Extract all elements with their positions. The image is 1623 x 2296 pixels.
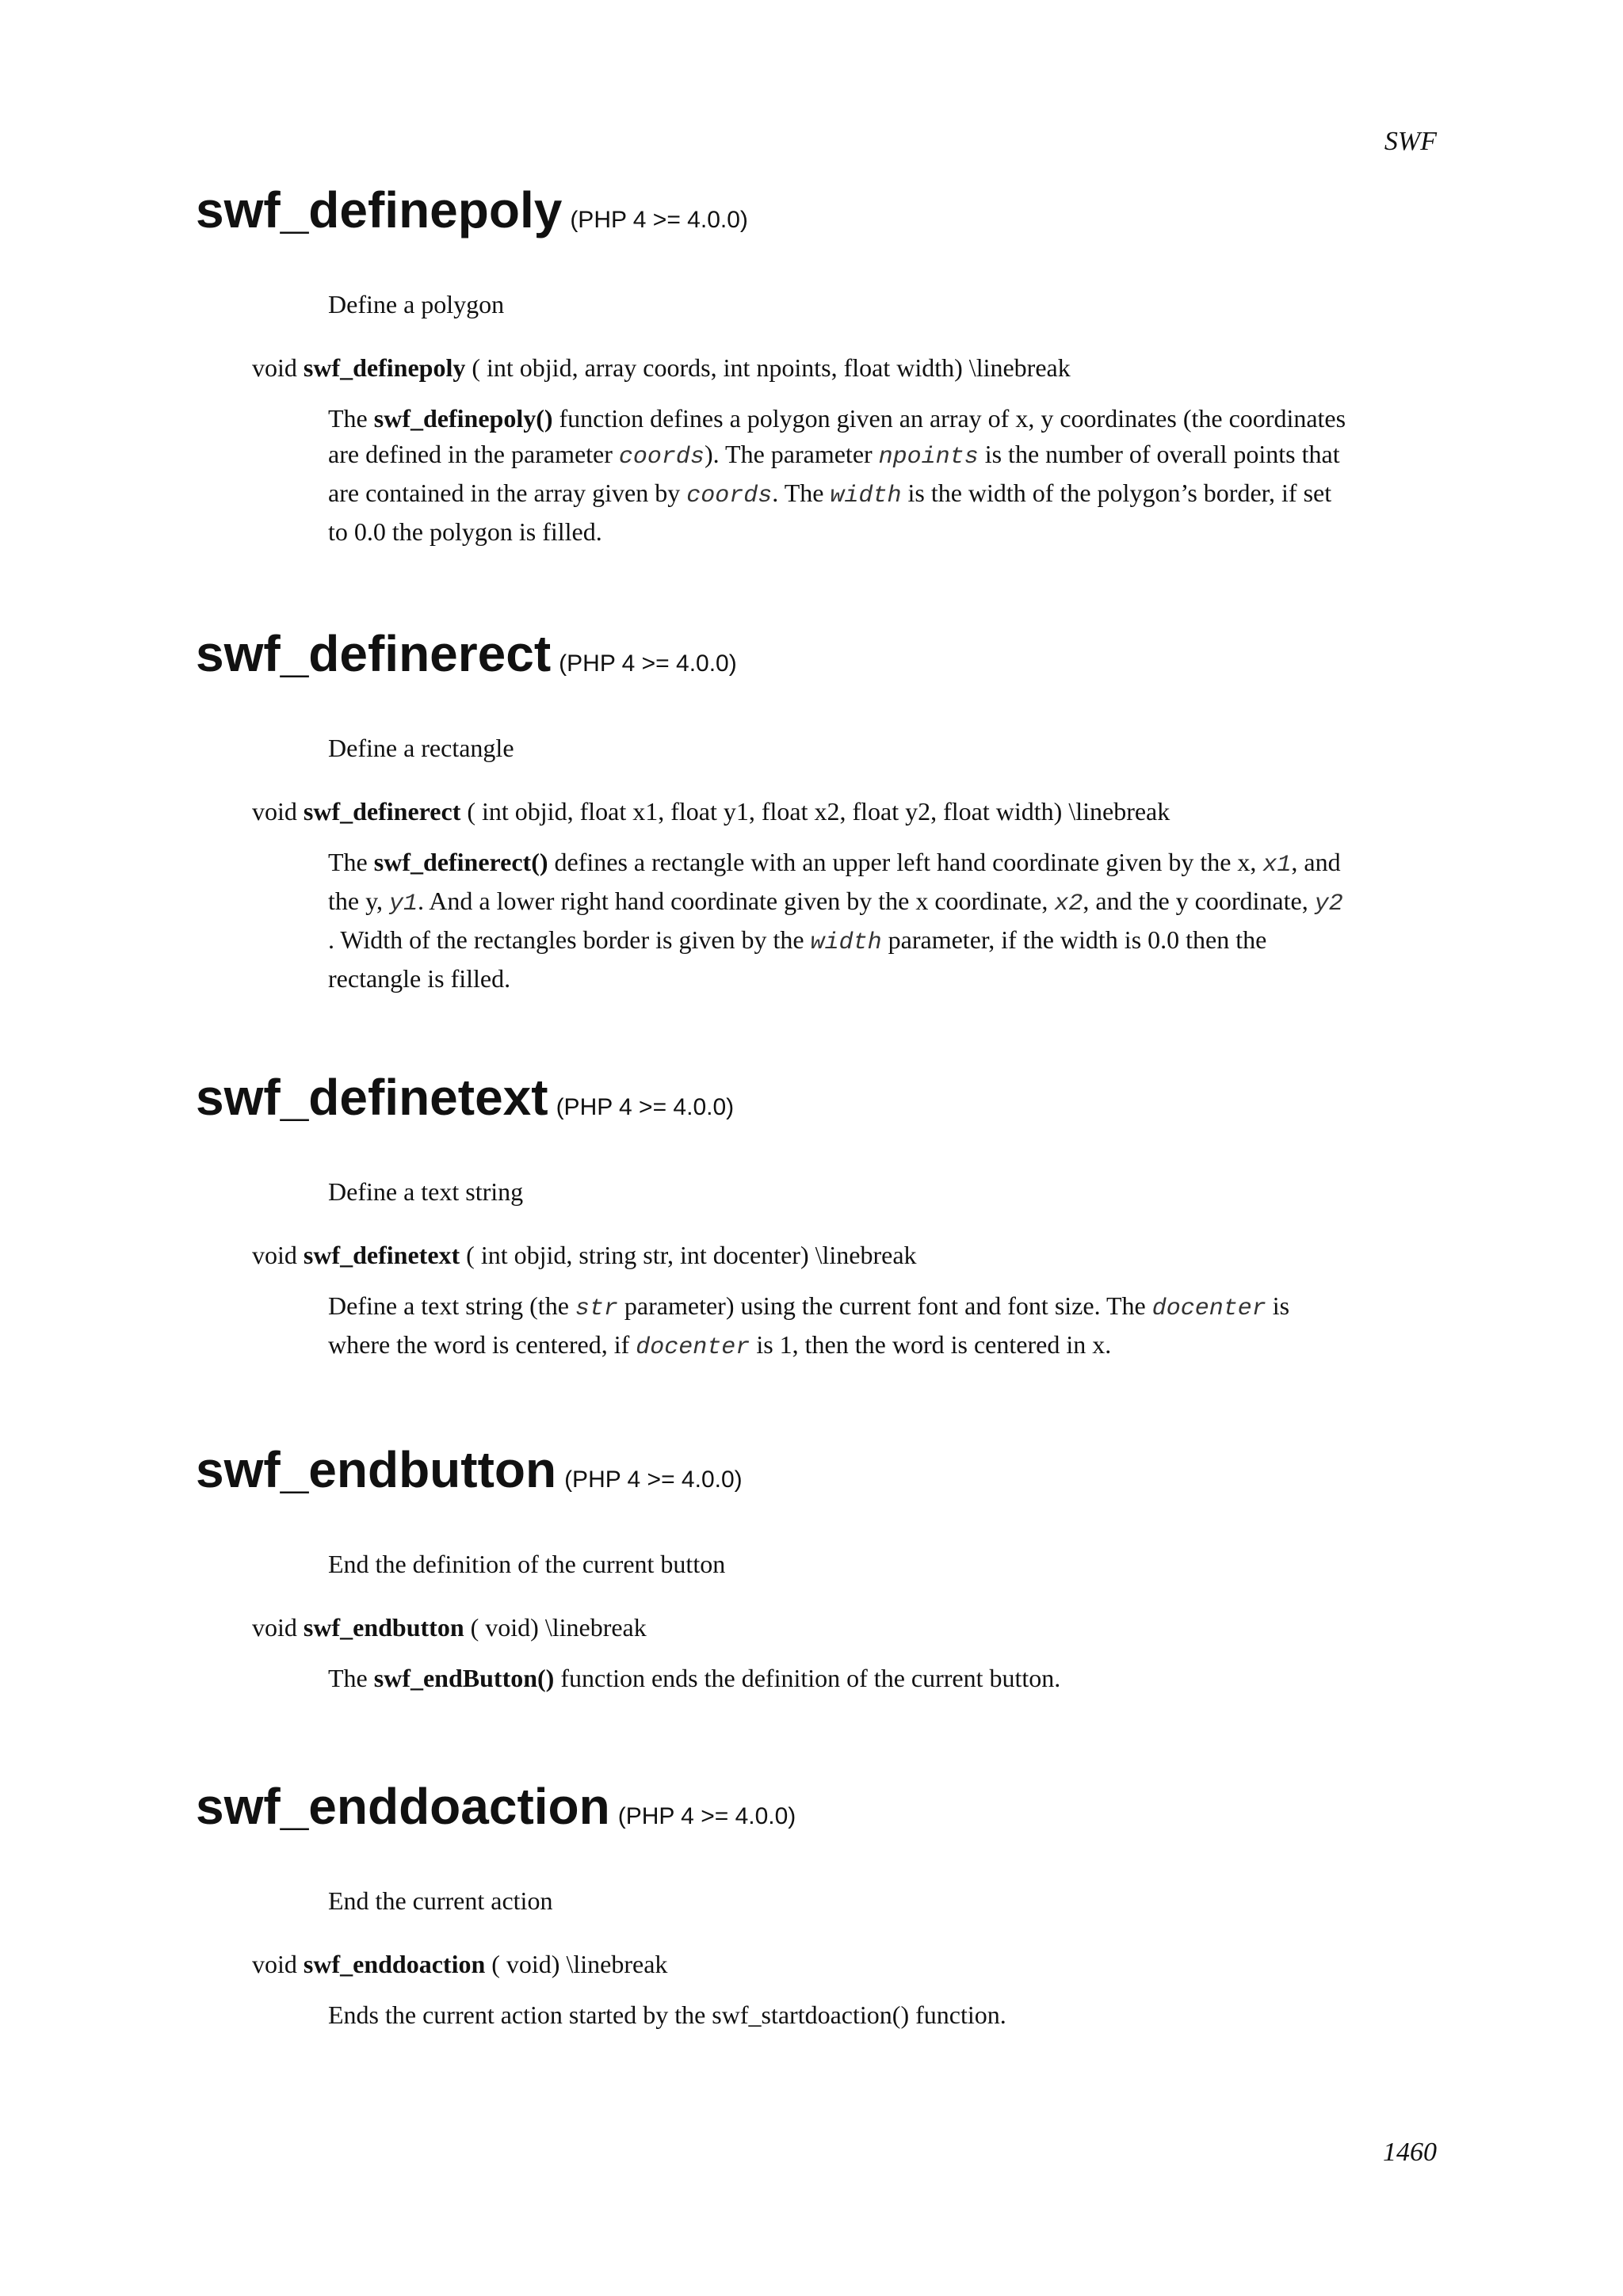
return-type: void [252,353,297,382]
return-type: void [252,1613,297,1642]
function-purpose: Define a polygon [328,290,505,318]
parameter-ref: docenter [1151,1295,1266,1322]
synopsis-name: swf_definerect [303,797,461,826]
return-type: void [252,797,297,826]
page-number: 1460 [1383,2138,1437,2167]
function-heading [196,1068,734,1127]
php-version: (PHP 4 >= 4.0.0) [564,1466,743,1493]
function-heading [196,624,737,683]
synopsis-name: swf_definepoly [303,353,466,382]
function-description [328,1288,1438,1366]
function-description [328,1997,1438,2033]
function-ref: swf_definerect() [373,848,548,876]
function-description [328,1661,1438,1696]
function-name: swf_endbutton [196,1441,557,1498]
desc-text: to 0.0 the polygon is filled. [328,517,602,546]
parameter-ref: width [830,482,902,509]
php-version: (PHP 4 >= 4.0.0) [617,1803,796,1829]
synopsis-args: ( void) \linebreak [491,1950,668,1978]
synopsis-args: ( void) \linebreak [470,1613,647,1642]
php-version: (PHP 4 >= 4.0.0) [570,207,748,233]
php-version: (PHP 4 >= 4.0.0) [556,1094,735,1120]
function-purpose: End the definition of the current button [328,1550,726,1578]
function-purpose: Define a rectangle [328,734,514,762]
desc-text: . The [772,479,831,507]
synopsis-name: swf_endbutton [303,1613,464,1642]
desc-text: rectangle is filled. [328,964,511,993]
parameter-ref: x2 [1054,891,1083,917]
parameter-ref: y1 [389,891,418,917]
function-synopsis [252,1950,667,1979]
php-version: (PHP 4 >= 4.0.0) [559,650,737,677]
function-synopsis [252,1241,917,1270]
function-heading [196,1777,796,1836]
function-heading [196,181,748,239]
desc-text: is 1, then the word is centered in x. [750,1330,1112,1359]
function-name: swf_definerect [196,625,552,682]
desc-text: The [328,848,374,876]
desc-text: function ends the definition of the current button. [554,1664,1061,1692]
parameter-ref: y2 [1314,891,1343,917]
desc-text: ). The parameter [704,440,879,468]
desc-text: the y, [328,887,390,915]
function-name: swf_enddoaction [196,1778,610,1835]
desc-text: , and [1291,848,1341,876]
desc-text: is the number of overall points that [978,440,1340,468]
parameter-ref: docenter [636,1334,750,1361]
parameter-ref: str [575,1295,618,1322]
desc-text: are defined in the parameter [328,440,619,468]
desc-text: are contained in the array given by [328,479,687,507]
desc-text: function defines a polygon given an array of x, y coordinates (the coordinates [552,404,1346,433]
synopsis-name: swf_definetext [303,1241,460,1269]
desc-text: parameter) using the current font and font size. The [617,1291,1152,1320]
desc-text: . Width of the rectangles border is given by the [328,925,811,954]
function-purpose: End the current action [328,1886,553,1915]
desc-text: where the word is centered, if [328,1330,636,1359]
parameter-ref: coords [686,482,773,509]
desc-text: parameter, if the width is 0.0 then the [881,925,1267,954]
return-type: void [252,1241,297,1269]
desc-text: Define a text string (the [328,1291,575,1320]
function-purpose: Define a text string [328,1177,524,1206]
return-type: void [252,1950,297,1978]
parameter-ref: coords [618,444,705,471]
desc-text: Ends the current action started by the swf_startdoaction() function. [328,2000,1006,2029]
synopsis-args: ( int objid, float x1, float y1, float x2, float y2, float width) \linebreak [467,797,1170,826]
function-synopsis [252,353,1071,383]
parameter-ref: width [810,929,882,956]
function-synopsis [252,1613,647,1642]
function-name: swf_definetext [196,1069,548,1126]
desc-text: defines a rectangle with an upper left hand coordinate given by the x, [548,848,1263,876]
function-ref: swf_endButton() [373,1664,555,1692]
synopsis-name: swf_enddoaction [303,1950,486,1978]
synopsis-args: ( int objid, array coords, int npoints, float width) \linebreak [472,353,1071,382]
running-header: SWF [1384,127,1437,156]
desc-text: . And a lower right hand coordinate given by the x coordinate, [418,887,1055,915]
parameter-ref: npoints [878,444,979,471]
desc-text: is [1266,1291,1290,1320]
parameter-ref: x1 [1262,852,1292,879]
desc-text: The [328,404,374,433]
synopsis-args: ( int objid, string str, int docenter) \linebreak [466,1241,917,1269]
function-description [328,845,1438,997]
function-name: swf_definepoly [196,181,563,238]
desc-text: is the width of the polygon’s border, if set [901,479,1332,507]
function-synopsis [252,797,1170,826]
function-ref: swf_definepoly() [373,404,553,433]
function-heading [196,1440,743,1499]
desc-text: The [328,1664,374,1692]
desc-text: , and the y coordinate, [1083,887,1315,915]
function-description [328,401,1438,550]
